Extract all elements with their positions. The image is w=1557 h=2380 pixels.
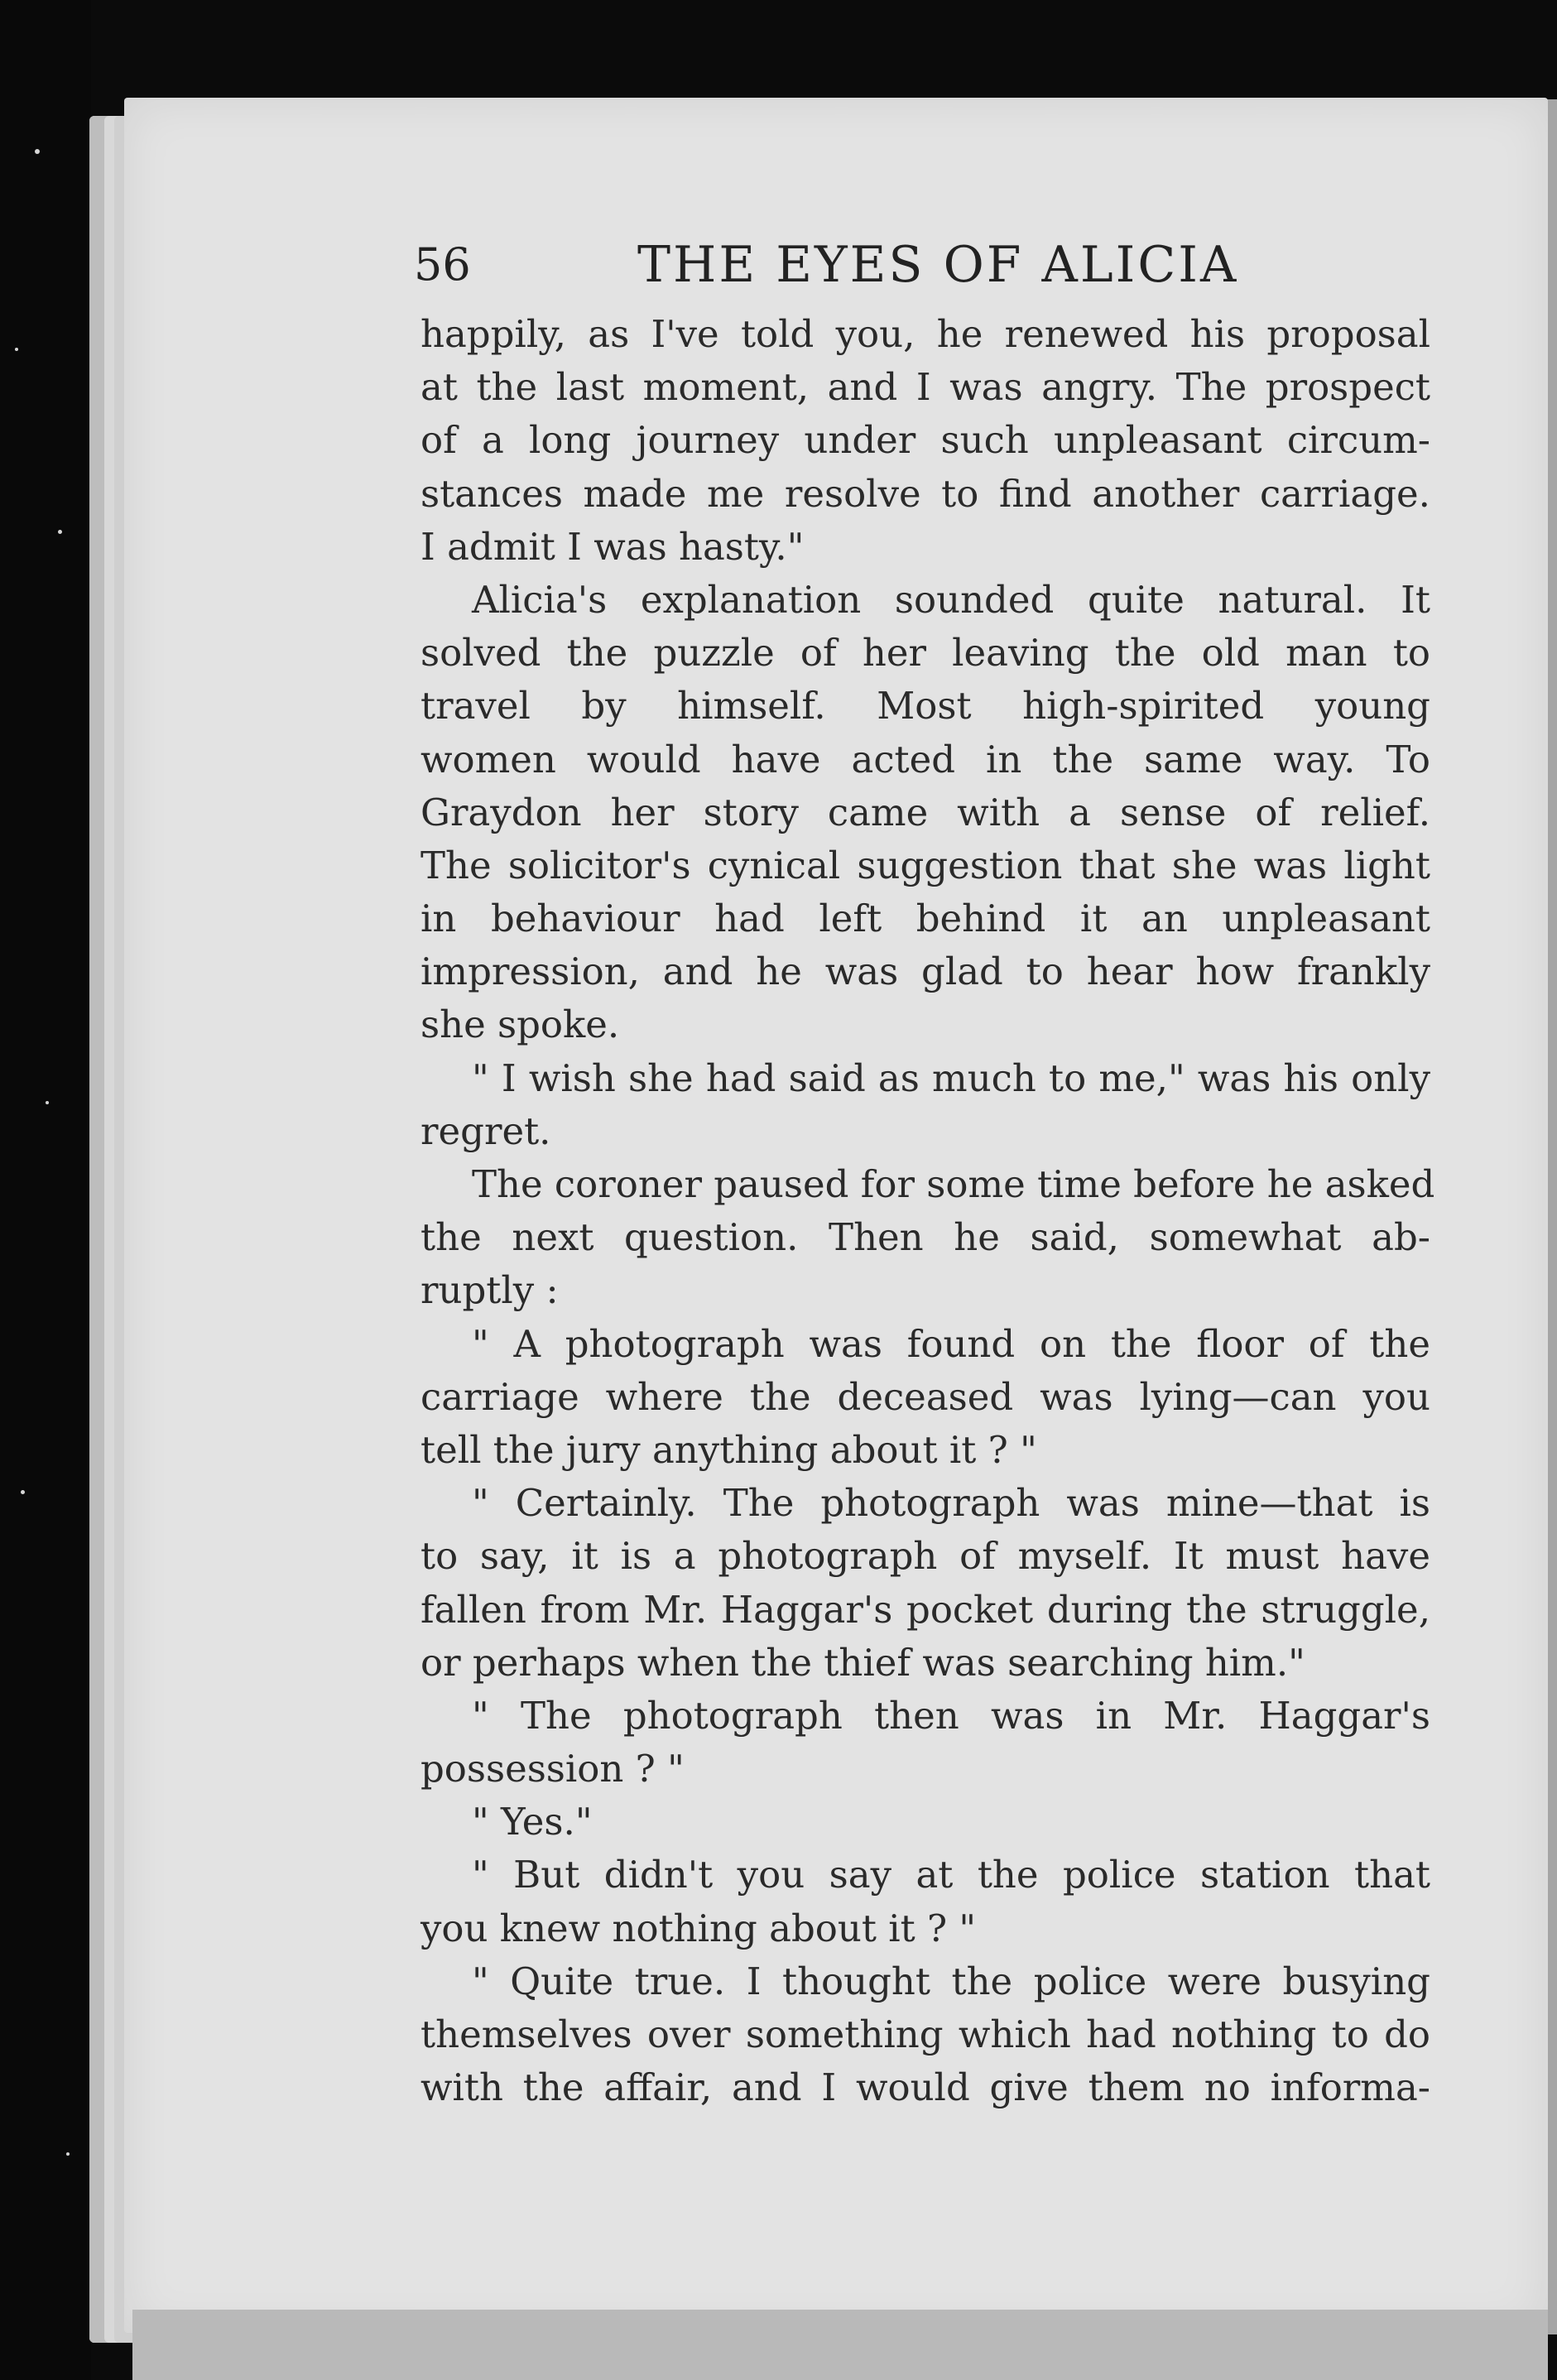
text-line: tell the jury anything about it ? " bbox=[420, 1427, 1037, 1472]
scan-left-margin bbox=[0, 0, 91, 2380]
text-line: ruptly : bbox=[420, 1268, 559, 1313]
text-line: impression, and he was glad to hear how frankly bbox=[420, 950, 1430, 994]
text-line: " I wish she had said as much to me," was his only bbox=[472, 1055, 1430, 1100]
body-text bbox=[420, 308, 1435, 2114]
running-title: THE EYES OF ALICIA bbox=[637, 236, 1239, 294]
text-line: to say, it is a photograph of myself. It must have bbox=[420, 1534, 1430, 1579]
text-line: or perhaps when the thief was searching him." bbox=[420, 1640, 1305, 1685]
text-line: " Quite true. I thought the police were busying bbox=[472, 1959, 1430, 2003]
text-line: you knew nothing about it ? " bbox=[420, 1906, 977, 1950]
page-header bbox=[414, 232, 1440, 298]
text-line: " A photograph was found on the floor of the bbox=[472, 1321, 1430, 1366]
text-line: women would have acted in the same way. To bbox=[420, 737, 1430, 781]
text-line: in behaviour had left behind it an unpleasant bbox=[420, 897, 1430, 941]
text-line: the next question. Then he said, somewhat ab- bbox=[420, 1215, 1430, 1260]
text-line: Alicia's explanation sounded quite natural. It bbox=[472, 577, 1430, 622]
text-line: travel by himself. Most high-spirited young bbox=[420, 684, 1430, 728]
text-line: The coroner paused for some time before he asked bbox=[472, 1162, 1435, 1206]
text-line: " The photograph then was in Mr. Haggar's bbox=[472, 1693, 1430, 1738]
page-bottom-shadow bbox=[132, 2310, 1548, 2380]
text-line: happily, as I've told you, he renewed his proposal bbox=[420, 312, 1430, 356]
text-line: " But didn't you say at the police station that bbox=[472, 1853, 1430, 1897]
text-line: she spoke. bbox=[420, 1002, 620, 1047]
text-line: at the last moment, and I was angry. The prospect bbox=[420, 365, 1430, 410]
text-line: regret. bbox=[420, 1108, 551, 1153]
page-number: 56 bbox=[414, 238, 471, 291]
text-line: I admit I was hasty." bbox=[420, 524, 805, 569]
text-line: " Certainly. The photograph was mine—that is bbox=[472, 1481, 1430, 1526]
text-line: possession ? " bbox=[420, 1747, 685, 1791]
text-line: " Yes." bbox=[472, 1800, 593, 1844]
text-line: of a long journey under such unpleasant circum- bbox=[420, 418, 1430, 463]
text-line: with the affair, and I would give them no informa- bbox=[420, 2065, 1430, 2110]
text-line: solved the puzzle of her leaving the old man to bbox=[420, 631, 1430, 676]
text-line: stances made me resolve to find another carriage. bbox=[420, 471, 1430, 516]
text-line: The solicitor's cynical suggestion that she was light bbox=[420, 843, 1430, 887]
text-line: Graydon her story came with a sense of relief. bbox=[420, 790, 1430, 834]
text-line: themselves over something which had nothing to do bbox=[420, 2012, 1430, 2056]
text-line: carriage where the deceased was lying—can you bbox=[420, 1374, 1430, 1419]
text-line: fallen from Mr. Haggar's pocket during the struggle, bbox=[420, 1587, 1430, 1632]
